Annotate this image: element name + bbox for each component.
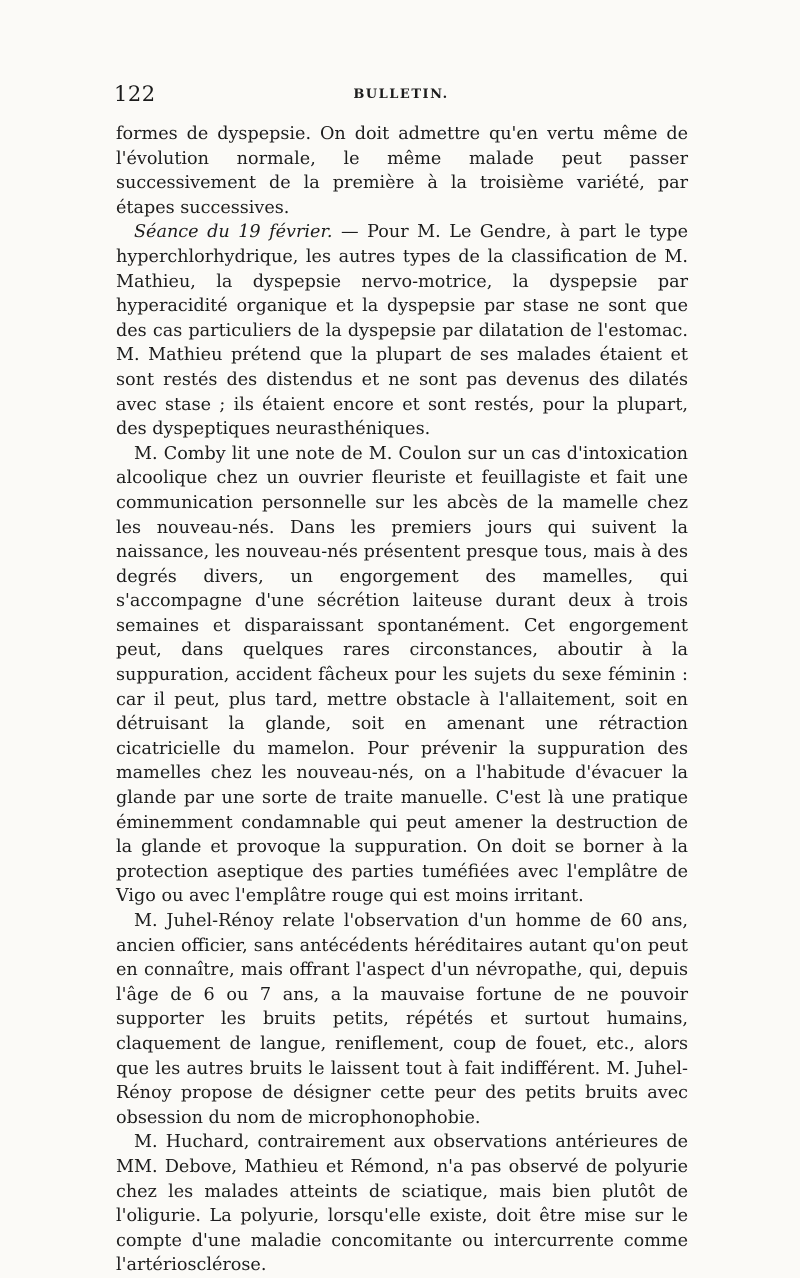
paragraph-text: M. Juhel-Rénoy relate l'observation d'un homme de 60 ans, ancien officier, sans antécédents héréditaires autant qu'on peut en connaître, mais offrant l'aspect d'un névropathe, qui, depuis l'âge de 6 ou 7 ans, a la mauvaise fortune de ne pouvoir supporter les bruits petits, répétés et surtout humains, claquement de langue, reniflement, coup de fouet, etc., alors que les autres bruits le laissent tout à fait indifférent. M. Juhel-Rénoy propose de désigner cette peur des petits bruits avec obsession du nom de microphonophobie. bbox=[116, 911, 688, 1128]
paragraph-text: M. Comby lit une note de M. Coulon sur un cas d'intoxication alcoolique chez un ouvrier fleuriste et feuillagiste et fait une communication personnelle sur les abcès de la mamelle chez les nouveau-nés. Dans les premiers jours qui suivent la naissance, les nouveau-nés présentent presque tous, mais à des degrés divers, un engorgement des mamelles, qui s'accompagne d'une sécrétion laiteuse durant deux à trois semaines et disparaissant spontanément. Cet engorgement peut, dans quelques rares circonstances, aboutir à la suppuration, accident fâcheux pour les sujets du sexe féminin : car il peut, plus tard, mettre obstacle à l'allaitement, soit en détruisant la glande, soit en amenant une rétraction cicatricielle du mamelon. Pour prévenir la suppuration des mamelles chez les nouveau-nés, on a l'habitude d'évacuer la glande par une sorte de traite manuelle. C'est là une pratique éminemment condamnable qui peut amener la destruction de la glande et provoque la suppuration. On doit se borner à la protection aseptique des parties tuméfiées avec l'emplâtre de Vigo ou avec l'emplâtre rouge qui est moins irritant. bbox=[116, 443, 688, 907]
seance-date-label: Séance du 19 février. bbox=[134, 222, 333, 243]
running-title: BULLETIN. bbox=[353, 87, 449, 102]
paragraph-huchard bbox=[116, 1130, 688, 1278]
paragraph-juhel-renoy bbox=[116, 909, 688, 1130]
page-number: 122 bbox=[114, 82, 156, 106]
paragraph-seance-19-fevrier bbox=[116, 220, 688, 441]
body-text bbox=[116, 122, 688, 1278]
paragraph-text: formes de dyspepsie. On doit admettre qu'en vertu même de l'évolution normale, le même malade peut passer successivement de la première à la troisième variété, par étapes successives. bbox=[116, 124, 688, 218]
paragraph-dyspepsie-continuation bbox=[116, 122, 688, 220]
page-header bbox=[114, 82, 688, 106]
paragraph-text: M. Huchard, contrairement aux observations antérieures de MM. Debove, Mathieu et Rémond, n'a pas observé de polyurie chez les malades atteints de sciatique, mais bien plutôt de l'oligurie. La polyurie, lorsqu'elle existe, doit être mise sur le compte d'une maladie concomitante ou intercurrente comme l'artériosclérose. bbox=[116, 1132, 688, 1276]
paragraph-text: — Pour M. Le Gendre, à part le type hyperchlorhydrique, les autres types de la classification de M. Mathieu, la dyspepsie nervo-motrice, la dyspepsie par hyperacidité organique et la dyspepsie par stase ne sont que des cas particuliers de la dyspepsie par dilatation de l'estomac. M. Mathieu prétend que la plupart de ses malades étaient et sont restés des distendus et ne sont pas devenus des dilatés avec stase ; ils étaient encore et sont restés, pour la plupart, des dyspeptiques neurasthéniques. bbox=[116, 222, 688, 440]
paragraph-comby-coulon bbox=[116, 442, 688, 909]
